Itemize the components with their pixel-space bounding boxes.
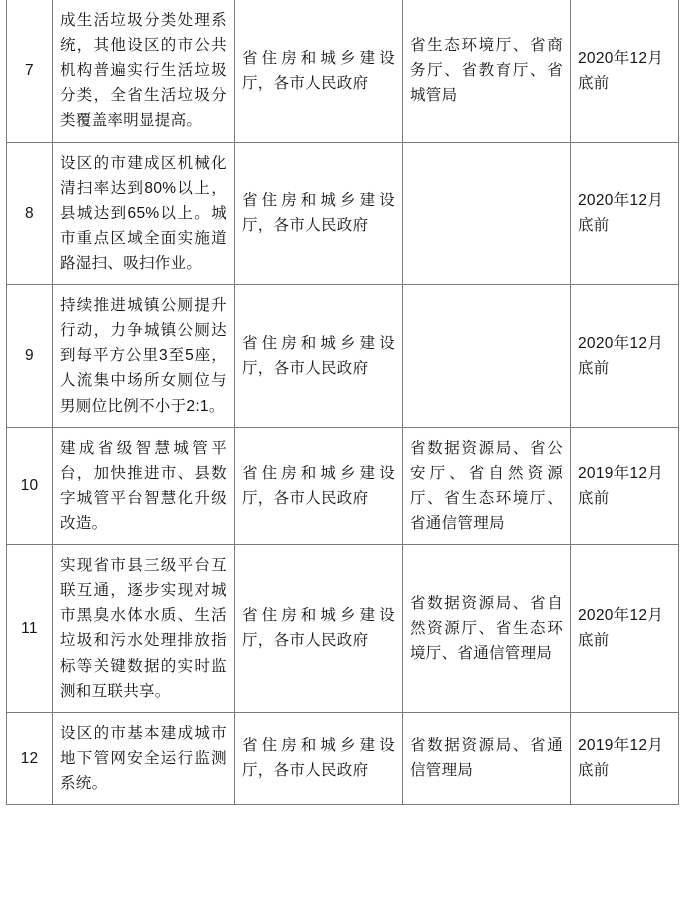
row-index: 10	[7, 427, 53, 544]
table-row	[7, 712, 679, 804]
row-support-unit: 省数据资源局、省自然资源厅、省生态环境厅、省通信管理局	[403, 545, 571, 713]
row-task: 设区的市基本建成城市地下管网安全运行监测系统。	[53, 712, 235, 804]
row-task: 建成省级智慧城管平台，加快推进市、县数字城管平台智慧化升级改造。	[53, 427, 235, 544]
row-support-unit	[403, 285, 571, 428]
row-deadline: 2020年12月底前	[571, 545, 679, 713]
row-lead-unit: 省住房和城乡建设厅，各市人民政府	[235, 142, 403, 285]
row-task: 成生活垃圾分类处理系统，其他设区的市公共机构普遍实行生活垃圾分类，全省生活垃圾分类覆盖率明显提高。	[53, 0, 235, 142]
row-deadline: 2019年12月底前	[571, 712, 679, 804]
table-row	[7, 427, 679, 544]
row-lead-unit: 省住房和城乡建设厅，各市人民政府	[235, 285, 403, 428]
row-lead-unit: 省住房和城乡建设厅，各市人民政府	[235, 545, 403, 713]
row-task: 持续推进城镇公厕提升行动，力争城镇公厕达到每平方公里3至5座，人流集中场所女厕位与男厕位比例不小于2:1。	[53, 285, 235, 428]
table-row	[7, 545, 679, 713]
row-support-unit: 省生态环境厅、省商务厅、省教育厅、省城管局	[403, 0, 571, 142]
row-support-unit	[403, 142, 571, 285]
row-support-unit: 省数据资源局、省公安厅、省自然资源厅、省生态环境厅、省通信管理局	[403, 427, 571, 544]
table-row	[7, 142, 679, 285]
table-body	[7, 0, 679, 805]
row-task: 设区的市建成区机械化清扫率达到80%以上，县城达到65%以上。城市重点区域全面实施道路湿扫、吸扫作业。	[53, 142, 235, 285]
row-deadline: 2020年12月底前	[571, 142, 679, 285]
row-deadline: 2019年12月底前	[571, 427, 679, 544]
row-lead-unit: 省住房和城乡建设厅，各市人民政府	[235, 0, 403, 142]
row-deadline: 2020年12月底前	[571, 0, 679, 142]
row-index: 7	[7, 0, 53, 142]
row-index: 11	[7, 545, 53, 713]
row-index: 9	[7, 285, 53, 428]
row-support-unit: 省数据资源局、省通信管理局	[403, 712, 571, 804]
task-assignment-table	[6, 0, 679, 805]
row-task: 实现省市县三级平台互联互通，逐步实现对城市黑臭水体水质、生活垃圾和污水处理排放指标等关键数据的实时监测和互联共享。	[53, 545, 235, 713]
row-lead-unit: 省住房和城乡建设厅，各市人民政府	[235, 427, 403, 544]
table-row	[7, 285, 679, 428]
row-index: 12	[7, 712, 53, 804]
row-deadline: 2020年12月底前	[571, 285, 679, 428]
row-lead-unit: 省住房和城乡建设厅，各市人民政府	[235, 712, 403, 804]
table-row	[7, 0, 679, 142]
row-index: 8	[7, 142, 53, 285]
